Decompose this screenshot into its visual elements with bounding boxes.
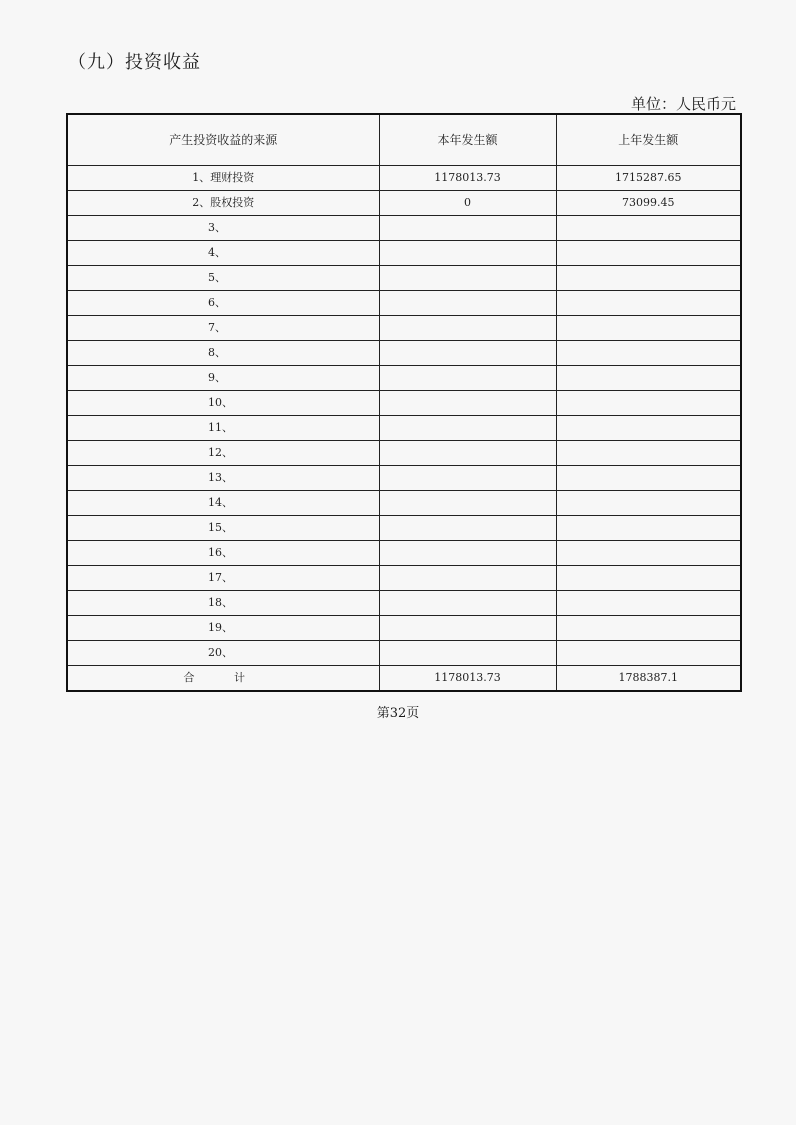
total-label: 合 计 <box>67 666 379 692</box>
header-current-year: 本年发生额 <box>379 114 556 166</box>
row-source: 18、 <box>67 591 379 616</box>
row-previous <box>556 616 741 641</box>
row-source: 12、 <box>67 441 379 466</box>
row-source: 1、理财投资 <box>67 166 379 191</box>
currency-unit: 单位：人民币元 <box>630 95 736 113</box>
row-current <box>379 466 556 491</box>
row-current <box>379 441 556 466</box>
row-previous <box>556 291 741 316</box>
row-previous <box>556 391 741 416</box>
table-row <box>67 641 741 666</box>
row-current <box>379 591 556 616</box>
row-source: 20、 <box>67 641 379 666</box>
header-source: 产生投资收益的来源 <box>67 114 379 166</box>
row-previous <box>556 441 741 466</box>
row-current <box>379 366 556 391</box>
row-current <box>379 616 556 641</box>
total-previous: 1788387.1 <box>556 666 741 692</box>
table-row <box>67 416 741 441</box>
row-source: 11、 <box>67 416 379 441</box>
row-source: 4、 <box>67 241 379 266</box>
row-source: 3、 <box>67 216 379 241</box>
row-source: 17、 <box>67 566 379 591</box>
table-row <box>67 566 741 591</box>
row-source: 19、 <box>67 616 379 641</box>
investment-income-table <box>66 113 742 692</box>
row-previous <box>556 641 741 666</box>
row-source: 9、 <box>67 366 379 391</box>
table-row <box>67 291 741 316</box>
row-current <box>379 316 556 341</box>
row-current <box>379 416 556 441</box>
section-title: （九）投资收益 <box>68 52 201 73</box>
table-row <box>67 441 741 466</box>
row-current <box>379 266 556 291</box>
row-previous <box>556 416 741 441</box>
row-current <box>379 516 556 541</box>
row-source: 10、 <box>67 391 379 416</box>
row-source: 2、股权投资 <box>67 191 379 216</box>
page-number: 第32页 <box>376 706 420 721</box>
row-source: 7、 <box>67 316 379 341</box>
table-row <box>67 366 741 391</box>
row-current <box>379 541 556 566</box>
row-current <box>379 216 556 241</box>
row-source: 8、 <box>67 341 379 366</box>
row-current <box>379 391 556 416</box>
row-current <box>379 491 556 516</box>
row-previous <box>556 466 741 491</box>
table-row <box>67 241 741 266</box>
row-current: 0 <box>379 191 556 216</box>
row-source: 16、 <box>67 541 379 566</box>
table-row <box>67 541 741 566</box>
row-previous <box>556 341 741 366</box>
row-previous <box>556 591 741 616</box>
row-current <box>379 341 556 366</box>
table-row <box>67 591 741 616</box>
row-current <box>379 641 556 666</box>
table-row <box>67 341 741 366</box>
total-row <box>67 666 741 692</box>
row-previous <box>556 216 741 241</box>
row-previous <box>556 541 741 566</box>
table-row <box>67 391 741 416</box>
row-current: 1178013.73 <box>379 166 556 191</box>
row-previous <box>556 366 741 391</box>
row-previous <box>556 516 741 541</box>
row-previous <box>556 316 741 341</box>
table-row <box>67 616 741 641</box>
table-row <box>67 516 741 541</box>
table-row <box>67 191 741 216</box>
row-source: 13、 <box>67 466 379 491</box>
row-current <box>379 566 556 591</box>
table-row <box>67 166 741 191</box>
header-previous-year: 上年发生额 <box>556 114 741 166</box>
table-header-row <box>67 114 741 166</box>
row-previous: 73099.45 <box>556 191 741 216</box>
table-row <box>67 266 741 291</box>
row-source: 14、 <box>67 491 379 516</box>
row-previous <box>556 241 741 266</box>
investment-income-table-wrapper <box>66 113 740 692</box>
table-row <box>67 491 741 516</box>
row-source: 5、 <box>67 266 379 291</box>
row-previous <box>556 266 741 291</box>
row-previous <box>556 491 741 516</box>
row-source: 6、 <box>67 291 379 316</box>
table-row <box>67 316 741 341</box>
row-source: 15、 <box>67 516 379 541</box>
row-previous <box>556 566 741 591</box>
row-current <box>379 241 556 266</box>
row-current <box>379 291 556 316</box>
table-row <box>67 466 741 491</box>
table-row <box>67 216 741 241</box>
table-body <box>67 166 741 666</box>
total-current: 1178013.73 <box>379 666 556 692</box>
row-previous: 1715287.65 <box>556 166 741 191</box>
